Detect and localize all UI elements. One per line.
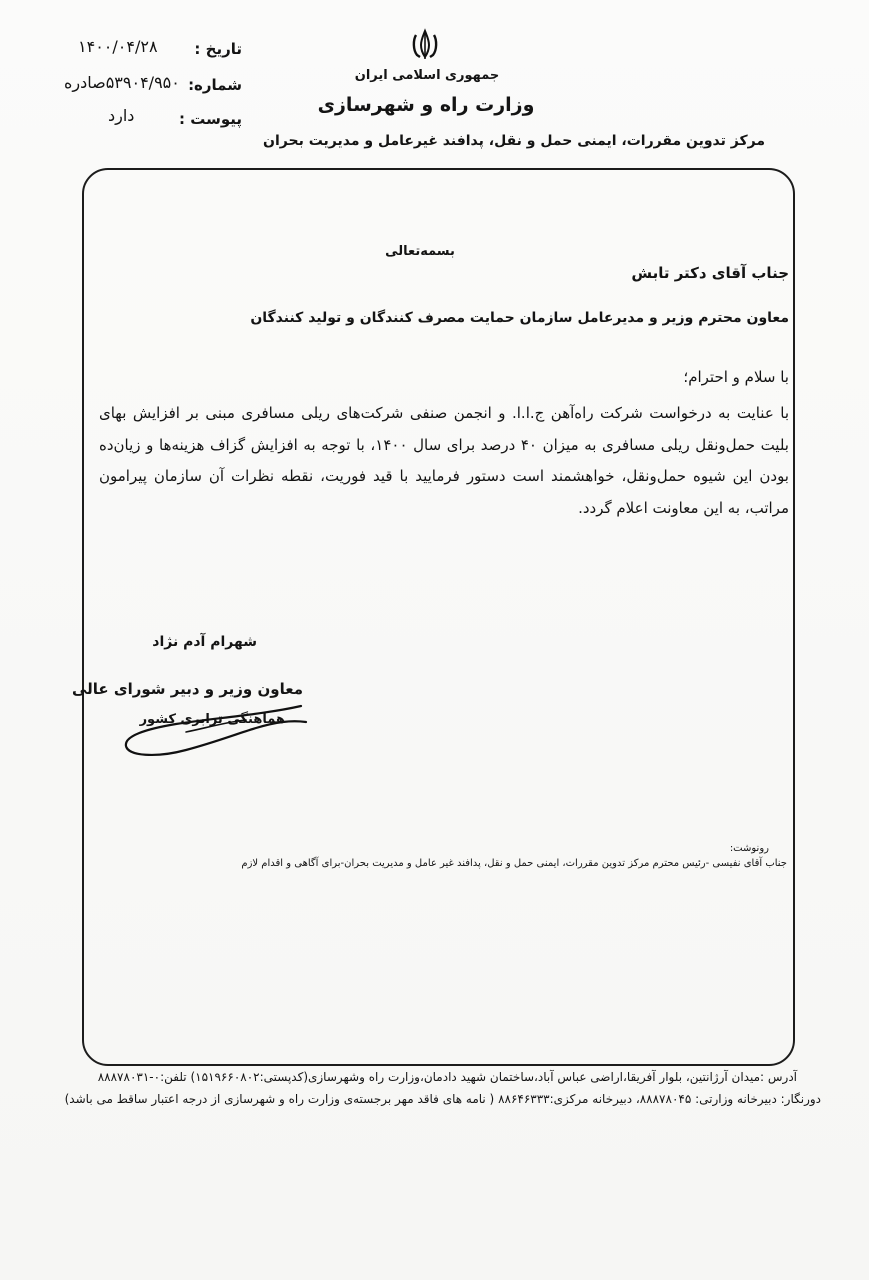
- recipient: جناب آقای دکتر تابش: [631, 264, 789, 282]
- cc-label: رونوشت:: [729, 843, 769, 854]
- date-value: ۱۴۰۰/۰۴/۲۸: [78, 37, 158, 56]
- attachment-label: پیوست :: [178, 110, 242, 128]
- attachment-value: دارد: [108, 106, 135, 125]
- letter-frame: [82, 168, 795, 1066]
- center-name: مرکز تدوین مقررات، ایمنی حمل و نقل، پدافند غیرعامل و مدیریت بحران: [263, 133, 765, 149]
- number-value: ۵۳۹۰۴/۹۵۰صادره: [64, 73, 180, 92]
- footer-address: آدرس :میدان آرژانتین، بلوار آفریقا،اراضی عباس آباد،ساختمان شهید دادمان،وزارت راه وشهرسازی(کدپستی:۱۵۱۹۶۶۰۸۰۲) تلفن:۰-۸۸۸۷۸۰۳۱: [97, 1070, 797, 1084]
- greeting: با سلام و احترام؛: [683, 368, 789, 386]
- handwritten-signature: [116, 684, 316, 764]
- number-label: شماره:: [188, 76, 242, 94]
- iran-emblem-icon: [408, 28, 442, 62]
- date-label: تاریخ :: [194, 40, 242, 58]
- signer-title-line2: هماهنگی ترابری کشور: [139, 712, 285, 727]
- letter-body: با عنایت به درخواست شرکت راه‌آهن ج.ا.ا. و انجمن صنفی شرکت‌های ریلی مسافری مبنی بر افزایش بهای بلیت حمل‌ونقل ریلی مسافری به میزان ۴۰ درصد برای سال ۱۴۰۰، با توجه به افزایش گزاف هزینه‌ها و زیان‌ده بودن این شیوه حمل‌ونقل، خواهشمند است دستور فرمایید با قید فوریت، نقطه نظرات آن سازمان پیرامون مراتب، به این معاونت اعلام گردد.: [99, 404, 789, 517]
- country-name: جمهوری اسلامی ایران: [354, 68, 500, 83]
- signer-title: معاون وزیر و دبیر شورای عالی: [71, 680, 303, 698]
- ministry-name: وزارت راه و شهرسازی: [317, 94, 535, 116]
- cc-text: جناب آقای نفیسی -رئیس محترم مرکز تدوین مقررات، ایمنی حمل و نقل، پدافند غیر عامل و مدیریت بحران-برای آگاهی و اقدام لازم: [241, 858, 787, 869]
- recipient-title: معاون محترم وزیر و مدیرعامل سازمان حمایت مصرف کنندگان و تولید کنندگان: [250, 310, 789, 326]
- bismillah: بسمه‌تعالی: [385, 244, 455, 259]
- signer-name: شهرام آدم نژاد: [152, 634, 257, 650]
- footer-fax: دورنگار: دبیرخانه وزارتی: ۸۸۸۷۸۰۴۵، دبیرخانه مرکزی:۸۸۶۴۶۳۳۳ ( نامه های فاقد مهر برجسته‌ی وزارت راه و شهرسازی از درجه اعتبار ساقط می باشد): [64, 1092, 821, 1106]
